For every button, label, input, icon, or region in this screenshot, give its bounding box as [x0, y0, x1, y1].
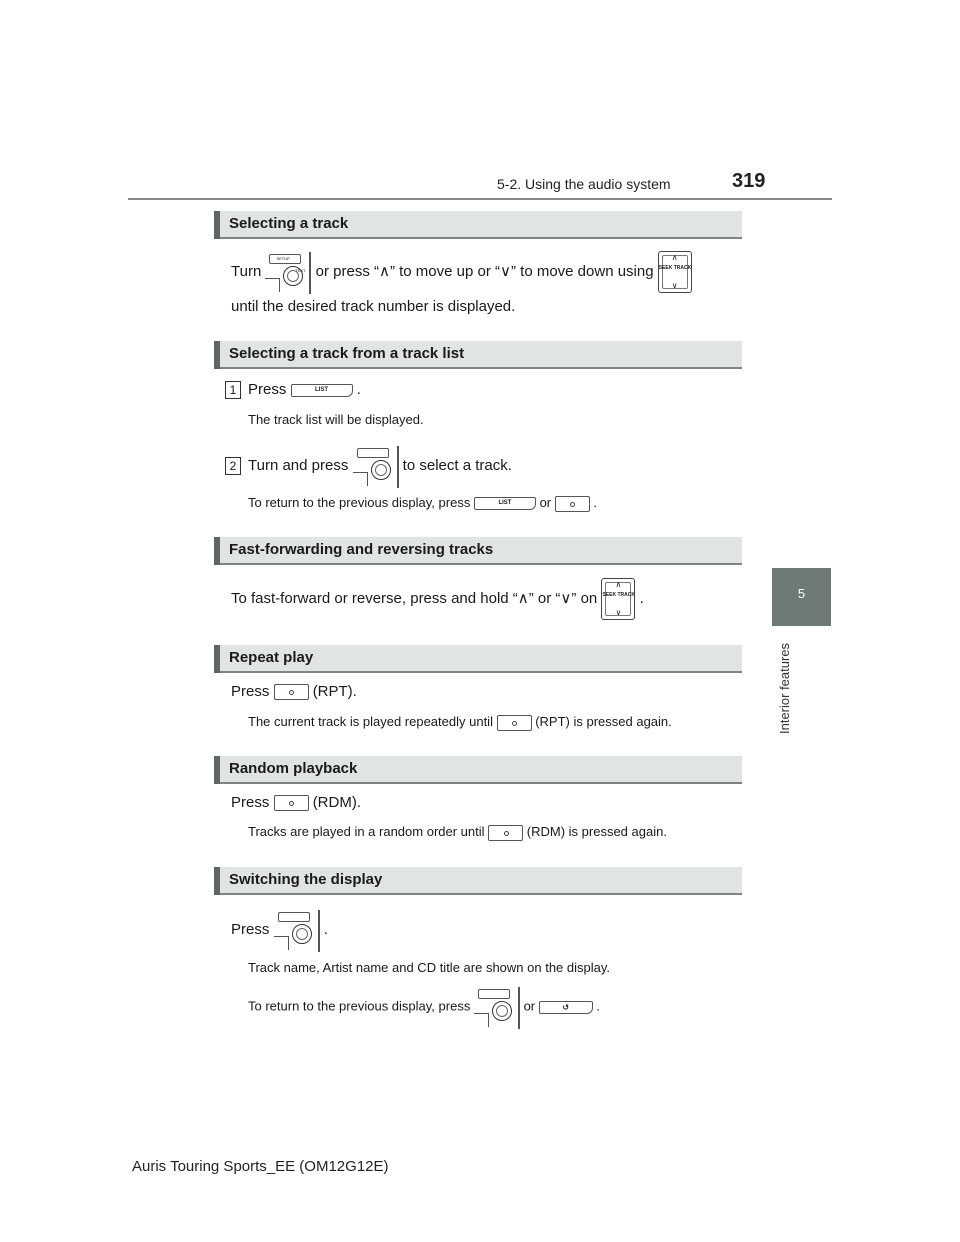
heading-text: Selecting a track [229, 215, 349, 232]
chapter-label [775, 636, 797, 736]
arrow-down-icon: ∨ [671, 281, 678, 290]
text: or [523, 998, 536, 1014]
text: Press [248, 381, 287, 398]
preset-button-icon [274, 684, 309, 700]
section-title: 5-2. Using the audio system [497, 176, 671, 192]
chapter-label-text: Interior features [777, 642, 792, 734]
text: Tracks are played in a random order until [248, 824, 485, 839]
text: . [356, 381, 361, 398]
selecting-track-line1 [231, 250, 692, 294]
text-label: TEXT [295, 268, 306, 273]
footer-model: Auris Touring Sports_EE (OM12G12E) [132, 1158, 389, 1175]
tune-knob-icon [474, 985, 520, 1029]
tune-knob-icon [353, 444, 399, 488]
step-2-badge: 2 [225, 457, 241, 475]
arrow-down-icon: ∨ [615, 608, 622, 617]
text: Turn [231, 262, 262, 280]
seek-label: SEEK TRACK [658, 265, 692, 271]
tune-knob-icon [265, 250, 311, 294]
repeat-line [231, 683, 357, 700]
text: To return to the previous display, press [248, 998, 471, 1014]
text: . [639, 589, 644, 607]
text: The current track is played repeatedly until [248, 714, 493, 729]
heading-repeat [214, 645, 742, 673]
text: To fast-forward or reverse, press and hold “∧” or “∨” on [231, 589, 598, 607]
preset-button-icon [488, 825, 523, 841]
step-2-text [248, 444, 512, 488]
heading-text: Random playback [229, 760, 358, 777]
page-number: 319 [732, 170, 766, 192]
random-line [231, 794, 361, 811]
text: or press “∧” to move up or “∨” to move down using [315, 262, 654, 280]
text: . [593, 495, 598, 510]
chapter-number: 5 [797, 586, 806, 601]
text: Turn and press [248, 456, 349, 474]
heading-text: Fast-forwarding and reversing tracks [229, 541, 494, 558]
preset-button-icon [274, 795, 309, 811]
heading-text: Selecting a track from a track list [229, 345, 465, 362]
display-note-1: Track name, Artist name and CD title are shown on the display. [248, 960, 611, 975]
list-label: LIST [315, 386, 329, 393]
list-label: LIST [498, 500, 512, 507]
text: Press [231, 683, 270, 700]
heading-random [214, 756, 742, 784]
arrow-up-icon: ∧ [671, 253, 678, 262]
heading-display [214, 867, 742, 895]
text: . [323, 920, 328, 938]
step-1-badge: 1 [225, 381, 241, 399]
step-1-text [248, 381, 361, 398]
list-button-icon [474, 497, 536, 510]
step-1-note: The track list will be displayed. [248, 412, 424, 427]
seek-track-icon [658, 251, 692, 293]
text: Press [231, 794, 270, 811]
seek-label: SEEK TRACK [602, 592, 635, 598]
random-note [248, 824, 667, 841]
selecting-track-line2: until the desired track number is displayed. [231, 298, 516, 315]
heading-selecting-track [214, 211, 742, 239]
text: (RDM). [312, 794, 362, 811]
list-button-icon [291, 384, 353, 397]
arrow-up-icon: ∧ [615, 580, 622, 589]
seek-track-icon [601, 578, 635, 620]
tune-knob-icon [274, 908, 320, 952]
back-button-icon [539, 1001, 593, 1014]
text: Press [231, 920, 270, 938]
text: or [539, 495, 552, 510]
repeat-note [248, 714, 672, 731]
text: (RDM) is pressed again. [526, 824, 667, 839]
heading-track-list [214, 341, 742, 369]
text: (RPT). [312, 683, 357, 700]
heading-fast-forward [214, 537, 742, 565]
preset-button-icon [497, 715, 532, 731]
display-note-2 [248, 985, 600, 1029]
setup-label: SETUP [276, 256, 290, 261]
fast-forward-line [231, 578, 644, 620]
preset-button-icon [555, 496, 590, 512]
heading-text: Repeat play [229, 649, 314, 666]
header-rule [128, 198, 832, 200]
text: (RPT) is pressed again. [535, 714, 672, 729]
heading-text: Switching the display [229, 871, 383, 888]
display-line [231, 908, 328, 952]
text: to select a track. [402, 456, 512, 474]
back-arrow-icon: ↺ [562, 1002, 570, 1012]
step-2-note [248, 495, 597, 512]
text: . [596, 998, 601, 1014]
text: To return to the previous display, press [248, 495, 471, 510]
